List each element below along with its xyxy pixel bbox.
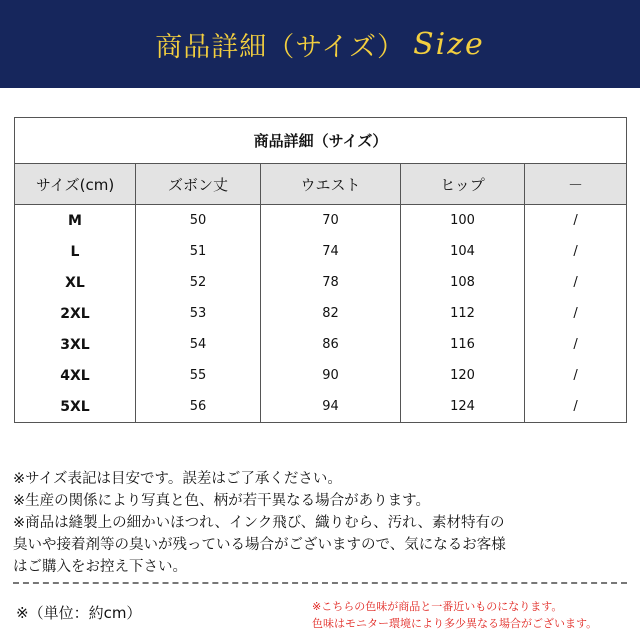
size-cell: 5XL bbox=[15, 391, 136, 423]
waist-cell: 78 bbox=[261, 267, 401, 298]
dashed-divider bbox=[13, 582, 627, 584]
unit-note: ※（単位：約cm） bbox=[16, 604, 142, 622]
blank-cell: / bbox=[525, 329, 627, 360]
color-note-line: ※こちらの色味が商品と一番近いものになります。 bbox=[312, 600, 563, 613]
banner-title: 商品詳細（サイズ） bbox=[155, 31, 406, 63]
waist-cell: 70 bbox=[261, 205, 401, 237]
hip-cell: 100 bbox=[401, 205, 525, 237]
blank-cell: / bbox=[525, 298, 627, 329]
hip-cell: 104 bbox=[401, 236, 525, 267]
header-length: ズボン丈 bbox=[136, 164, 261, 205]
hip-cell: 120 bbox=[401, 360, 525, 391]
header-waist: ウエスト bbox=[261, 164, 401, 205]
header-blank: － bbox=[525, 164, 627, 205]
table-row bbox=[15, 205, 627, 237]
note-line: ※サイズ表記は目安です。誤差はご了承ください。 bbox=[13, 471, 342, 487]
size-table bbox=[14, 117, 627, 423]
size-cell: 2XL bbox=[15, 298, 136, 329]
blank-cell: / bbox=[525, 205, 627, 237]
header-banner bbox=[0, 0, 640, 88]
length-cell: 55 bbox=[136, 360, 261, 391]
size-cell: 3XL bbox=[15, 329, 136, 360]
notes-block bbox=[13, 468, 633, 578]
table-header-row bbox=[15, 164, 627, 205]
color-note bbox=[312, 598, 634, 632]
length-cell: 51 bbox=[136, 236, 261, 267]
length-cell: 52 bbox=[136, 267, 261, 298]
size-cell: 4XL bbox=[15, 360, 136, 391]
length-cell: 50 bbox=[136, 205, 261, 237]
hip-cell: 112 bbox=[401, 298, 525, 329]
banner-script-text: Size bbox=[413, 26, 485, 62]
table-row bbox=[15, 360, 627, 391]
waist-cell: 94 bbox=[261, 391, 401, 423]
waist-cell: 82 bbox=[261, 298, 401, 329]
table-row bbox=[15, 391, 627, 423]
waist-cell: 86 bbox=[261, 329, 401, 360]
note-line: ※生産の関係により写真と色、柄が若干異なる場合があります。 bbox=[13, 493, 430, 509]
blank-cell: / bbox=[525, 360, 627, 391]
waist-cell: 90 bbox=[261, 360, 401, 391]
note-line: ※商品は縫製上の細かいほつれ、インク飛び、織りむら、汚れ、素材特有の bbox=[13, 515, 505, 531]
table-title: 商品詳細（サイズ） bbox=[15, 118, 627, 164]
size-cell: L bbox=[15, 236, 136, 267]
header-hip: ヒップ bbox=[401, 164, 525, 205]
note-line: 臭いや接着剤等の臭いが残っている場合がございますので、気になるお客様 bbox=[13, 537, 506, 553]
table-row bbox=[15, 298, 627, 329]
length-cell: 56 bbox=[136, 391, 261, 423]
hip-cell: 124 bbox=[401, 391, 525, 423]
blank-cell: / bbox=[525, 267, 627, 298]
hip-cell: 108 bbox=[401, 267, 525, 298]
blank-cell: / bbox=[525, 391, 627, 423]
hip-cell: 116 bbox=[401, 329, 525, 360]
table-title-row bbox=[15, 118, 627, 164]
table-row bbox=[15, 329, 627, 360]
length-cell: 53 bbox=[136, 298, 261, 329]
size-cell: XL bbox=[15, 267, 136, 298]
blank-cell: / bbox=[525, 236, 627, 267]
note-line: はご購入をお控え下さい。 bbox=[13, 559, 187, 575]
table-row bbox=[15, 267, 627, 298]
size-cell: M bbox=[15, 205, 136, 237]
header-size: サイズ(cm) bbox=[15, 164, 136, 205]
length-cell: 54 bbox=[136, 329, 261, 360]
color-note-line: 色味はモニター環境により多少異なる場合がございます。 bbox=[312, 617, 598, 630]
table-row bbox=[15, 236, 627, 267]
waist-cell: 74 bbox=[261, 236, 401, 267]
